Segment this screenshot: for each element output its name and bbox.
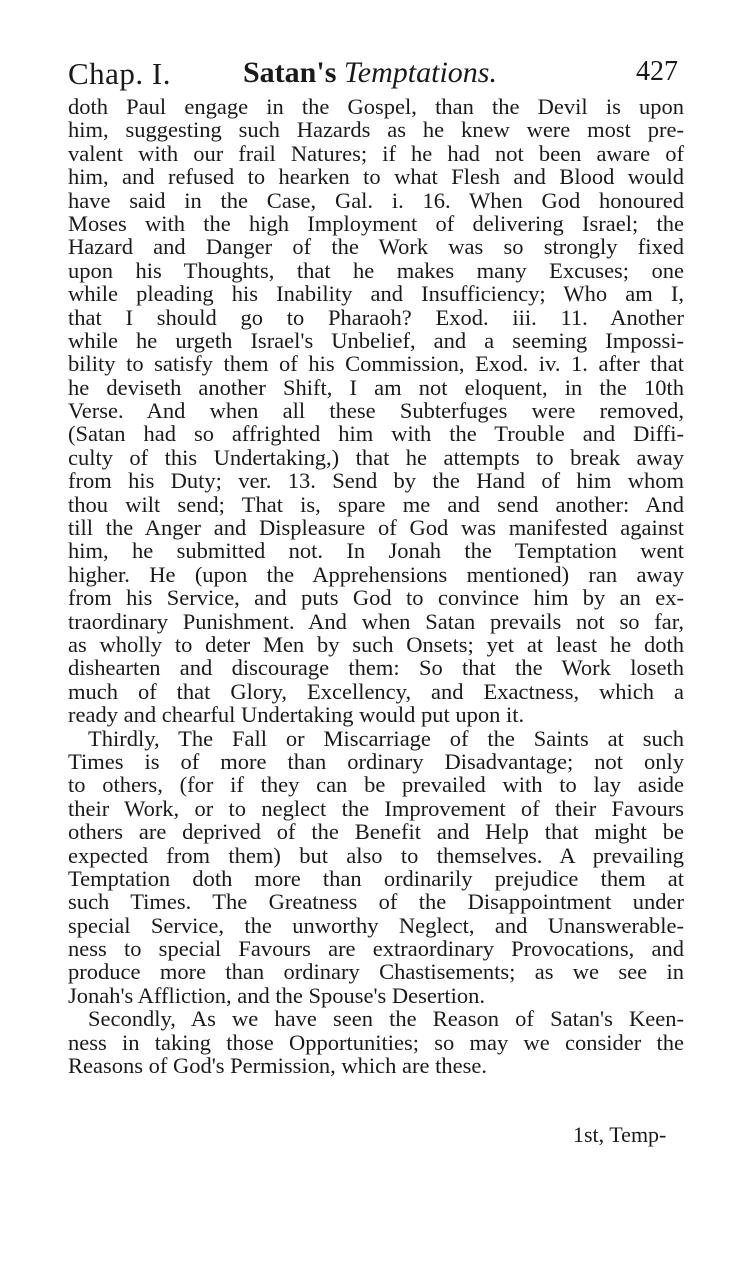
text-line: their Work, or to neglect the Improvement of their Favours [68,795,684,821]
text-line: have said in the Case, Gal. i. 16. When God honoured [68,187,684,213]
text-line: upon his Thoughts, that he makes many Excuses; one [68,257,684,283]
text-line: Secondly, As we have seen the Reason of Satan's Keen- [88,1006,684,1032]
text-line: valent with our frail Natures; if he had not been aware of [68,140,684,166]
text-line: Temptation doth more than ordinarily prejudice them at [68,865,684,891]
text-line: from his Duty; ver. 13. Send by the Hand of him whom [68,468,684,494]
text-line: him, he submitted not. In Jonah the Temptation went [68,538,684,564]
text-line: him, suggesting such Hazards as he knew were most pre- [68,117,684,143]
text-line: him, and refused to hearken to what Flesh and Blood would [68,164,684,190]
text-line: thou wilt send; That is, spare me and send another: And [68,491,684,517]
text-line: dishearten and discourage them: So that the Work loseth [68,655,684,681]
running-title [243,56,497,90]
running-header [68,56,688,96]
text-line: much of that Glory, Excellency, and Exactness, which a [68,678,684,704]
text-line: ness to special Favours are extraordinary Provocations, and [68,936,684,962]
text-line: expected from them) but also to themselves. A prevailing [68,842,684,868]
text-line: as wholly to deter Men by such Onsets; yet at least he doth [68,631,684,657]
text-line: produce more than ordinary Chastisements; as we see in [68,959,684,985]
text-line: while pleading his Inability and Insufficiency; Who am I, [68,281,684,307]
chapter-heading: Chap. I. [68,56,172,91]
text-line: till the Anger and Displeasure of God was manifested against [68,515,684,541]
text-line: that I should go to Pharaoh? Exod. iii. 11. Another [68,304,684,330]
text-line: others are deprived of the Benefit and Help that might be [68,819,684,845]
text-line: Hazard and Danger of the Work was so strongly fixed [68,234,684,260]
text-line: ness in taking those Opportunities; so may we consider the [68,1029,684,1055]
running-title-part2: Temptations. [343,56,497,89]
text-line: Verse. And when all these Subterfuges were removed, [68,398,684,424]
text-line: from his Service, and puts God to convince him by an ex- [68,585,684,611]
text-line: higher. He (upon the Apprehensions mentioned) ran away [68,561,684,587]
text-line: doth Paul engage in the Gospel, than the Devil is upon [68,94,684,119]
text-line: while he urgeth Israel's Unbelief, and a seeming Impossi- [68,327,684,353]
text-line: bility to satisfy them of his Commission, Exod. iv. 1. after that [68,351,684,377]
text-line: Times is of more than ordinary Disadvantage; not only [68,748,684,774]
running-title-part1: Satan's [243,56,337,89]
catchword: 1st, Temp- [573,1122,667,1147]
text-line: (Satan had so affrighted him with the Trouble and Diffi- [68,421,684,447]
text-line: ready and chearful Undertaking would put upon it. [68,702,525,728]
text-line: Jonah's Affliction, and the Spouse's Desertion. [68,982,486,1008]
page-number: 427 [636,56,678,87]
text-line: Reasons of God's Permission, which are these. [68,1053,487,1079]
body-text [68,95,684,1077]
text-line: Thirdly, The Fall or Miscarriage of the Saints at such [88,725,684,751]
text-line: culty of this Undertaking,) that he attempts to break away [68,444,684,470]
text-line: special Service, the unworthy Neglect, and Unanswerable- [68,912,684,938]
text-line: Moses with the high Imployment of delivering Israel; the [68,210,684,236]
text-line: he deviseth another Shift, I am not eloquent, in the 10th [68,374,684,400]
text-line: such Times. The Greatness of the Disappointment under [68,889,684,915]
text-line: to others, (for if they can be prevailed with to lay aside [68,772,684,798]
text-line: traordinary Punishment. And when Satan prevails not so far, [68,608,684,634]
